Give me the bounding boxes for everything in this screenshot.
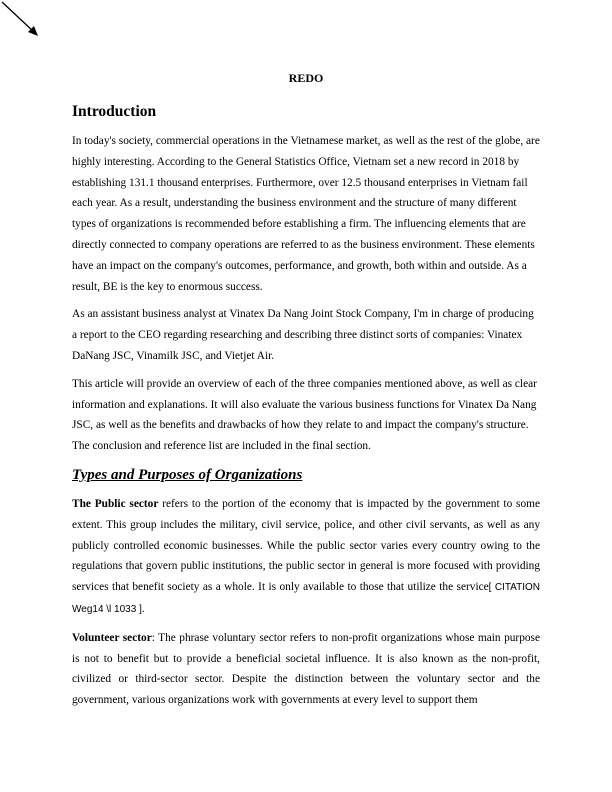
document-page xyxy=(72,68,540,718)
intro-paragraph-3: This article will provide an overview of each of the three companies mentioned above, as well as clear information and explanations. It will also evaluate the various business functions for Vinatex Da Nang JSC, as well as the benefits and drawbacks of how they relate to and impact the company's structure. The conclusion and reference list are included in the final section. xyxy=(72,377,537,453)
public-sector-text: refers to the portion of the economy that is impacted by the government to some extent. This group includes the military, civil service, police, and other civil servants, as well as any publicly controlled economic businesses. While the public sector varies every country owing to the regulations that govern public institutions, the public sector in general is more focused with providing services that benefit society as a whole. It is only available to those that utilize the service xyxy=(72,497,541,594)
public-sector-paragraph xyxy=(72,494,540,621)
intro-paragraph-1: In today's society, commercial operations in the Vietnamese market, as well as the rest of the globe, are highly interesting. According to the General Statistics Office, Vietnam set a new record in 2018 by establishing 131.1 thousand enterprises. Furthermore, over 12.5 thousand enterprises in Vietnam fail each year. As a result, understanding the business environment and the structure of many different types of organizations is recommended before establishing a firm. The influencing elements that are directly connected to company operations are referred to as the business environment. These elements have an impact on the company's outcomes, performance, and growth, both within and outside. As a result, BE is the key to enormous success. xyxy=(72,135,540,293)
volunteer-sector-paragraph xyxy=(72,628,540,711)
public-sector-term: The Public sector xyxy=(72,497,159,510)
citation-field: [ CITATION Weg14 \l 1033 ] xyxy=(72,582,540,615)
introduction-heading: Introduction xyxy=(72,103,157,120)
arrow-down-right-icon xyxy=(0,0,44,40)
intro-paragraph-2: As an assistant business analyst at Vinatex Da Nang Joint Stock Company, I'm in charge of producing a report to the CEO regarding researching and describing three distinct sorts of companies: Vinatex DaNang JSC, Vinamilk JSC, and Vietjet Air. xyxy=(72,308,534,362)
public-sector-end: . xyxy=(141,602,145,615)
volunteer-sector-text: : The phrase voluntary sector refers to non-profit organizations whose main purpose is not to benefit but to provide a beneficial societal influence. It is also known as the non-profit, civilized or third-sector sector. Despite the distinction between the voluntary sector and the government, various organizations work with governments at every level to support them xyxy=(72,631,540,707)
types-heading: Types and Purposes of Organizations xyxy=(72,466,303,483)
volunteer-sector-term: Volunteer sector xyxy=(72,631,152,644)
document-title: REDO xyxy=(288,71,324,85)
